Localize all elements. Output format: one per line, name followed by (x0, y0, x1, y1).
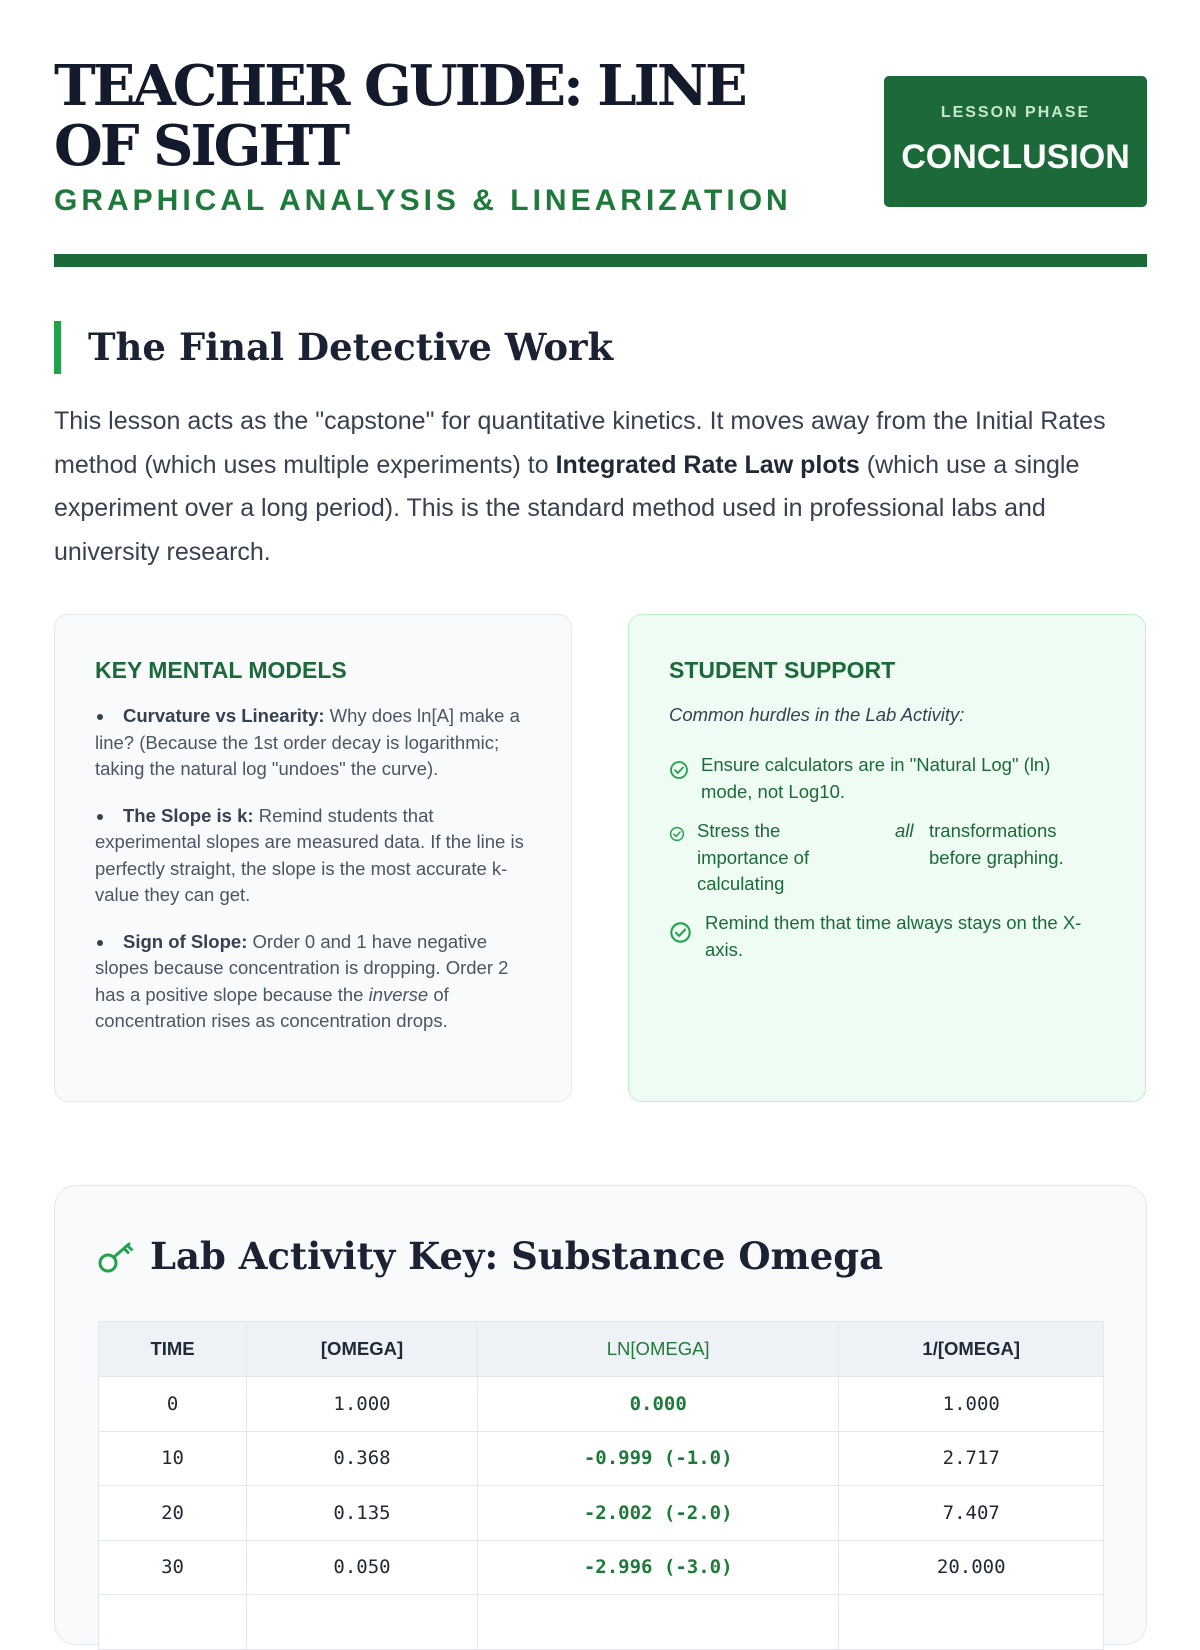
table-row (99, 1595, 1104, 1650)
table-cell-inverse-omega: 20.000 (839, 1540, 1104, 1595)
check-circle-icon (669, 760, 689, 780)
list-item-label: Curvature vs Linearity: (123, 705, 325, 726)
table-cell-time: 0 (99, 1377, 247, 1432)
check-circle-icon (669, 921, 692, 944)
table-cell-omega: 1.000 (247, 1377, 478, 1432)
list-item-label: Sign of Slope: (123, 930, 248, 952)
teacher-guide-page (54, 0, 1147, 1579)
list-item-text: Why does ln[A] make a line? (Because the 1st order decay is logarithmic; taking the natural log "undoes" the curve). (95, 705, 520, 779)
table-row (99, 1540, 1104, 1595)
student-support-title: STUDENT SUPPORT (669, 657, 896, 683)
table-cell-ln-omega: -0.999 (-1.0) (477, 1431, 839, 1486)
page-title: TEACHER GUIDE: LINE OF SIGHT (54, 53, 745, 179)
support-item-part: Stress the importance of calculating (697, 820, 810, 894)
list-item (95, 929, 535, 1035)
support-item-part: transformations before graphing. (929, 820, 1064, 868)
table-cell-omega: 0.050 (247, 1540, 478, 1595)
section-accent-bar (54, 321, 61, 374)
table-cell-ln-omega: -2.002 (-2.0) (477, 1486, 839, 1541)
support-item: Remind them that time always stays on the X-axis. (705, 912, 1082, 960)
table-row (99, 1431, 1104, 1486)
page-header (54, 0, 1147, 268)
table-header-row (99, 1322, 1104, 1377)
list-item-emphasis: inverse (368, 983, 429, 1005)
key-icon (98, 1239, 138, 1280)
page-subtitle: GRAPHICAL ANALYSIS & LINEARIZATION (54, 184, 792, 217)
lesson-phase-label: LESSON PHASE (940, 104, 1091, 121)
table-cell-time: 30 (99, 1540, 247, 1595)
list-item-text: Order 0 and 1 have negative slopes because concentration is dropping. Order 2 has a positive slope because the (95, 930, 509, 1005)
column-header-time: TIME (99, 1322, 247, 1377)
student-support-card (628, 614, 1146, 1102)
table-cell-ln-omega (477, 1595, 839, 1650)
table-cell-inverse-omega: 2.717 (839, 1431, 1104, 1486)
lab-data-table (98, 1321, 1104, 1650)
list-item-text: Remind students that experimental slopes are measured data. If the line is perfectly straight, the slope is the most accurate k-value they can get. (95, 804, 524, 905)
table-cell-ln-omega: -2.996 (-3.0) (477, 1540, 839, 1595)
column-header-inverse-omega: 1/[OMEGA] (839, 1322, 1104, 1377)
list-item-label: The Slope is k: (123, 804, 254, 826)
table-cell-inverse-omega (839, 1595, 1104, 1650)
table-cell-inverse-omega: 1.000 (839, 1377, 1104, 1432)
intro-paragraph (54, 400, 1147, 574)
table-cell-omega (247, 1595, 478, 1650)
table-cell-inverse-omega: 7.407 (839, 1486, 1104, 1541)
table-row (99, 1486, 1104, 1541)
intro-text-end: (which use a single experiment over a long period). This is the standard method used in professional labs and university research. (54, 450, 1080, 566)
key-mental-models-card (54, 614, 572, 1102)
support-item: Ensure calculators are in "Natural Log" (ln) mode, not Log10. (701, 754, 1051, 802)
lab-activity-title: Lab Activity Key: Substance Omega (150, 1234, 884, 1278)
intro-text-start: This lesson acts as the "capstone" for quantitative kinetics. It moves away from the Initial Rates method (which uses multiple experiments) to (54, 407, 1106, 479)
column-header-ln-omega: LN[OMEGA] (477, 1322, 839, 1377)
table-cell-omega: 0.368 (247, 1431, 478, 1486)
student-support-intro: Common hurdles in the Lab Activity: (669, 704, 965, 725)
support-item-emphasis: all (895, 820, 914, 841)
header-divider (54, 254, 1147, 267)
list-item (95, 703, 535, 783)
table-row (99, 1377, 1104, 1432)
table-cell-omega: 0.135 (247, 1486, 478, 1541)
lab-activity-card (54, 1185, 1147, 1645)
lesson-phase-value: CONCLUSION (901, 138, 1130, 176)
table-cell-time: 10 (99, 1431, 247, 1486)
lesson-phase-badge (884, 76, 1147, 207)
key-models-list (95, 703, 535, 1055)
table-cell-ln-omega: 0.000 (477, 1377, 839, 1432)
table-cell-time (99, 1595, 247, 1650)
check-circle-icon (669, 826, 685, 842)
list-item-text: of concentration rises as concentration drops. (95, 983, 449, 1031)
key-models-title: KEY MENTAL MODELS (95, 657, 347, 683)
list-item (95, 803, 535, 909)
intro-emphasis: Integrated Rate Law plots (555, 450, 860, 479)
table-cell-time: 20 (99, 1486, 247, 1541)
column-header-omega: [OMEGA] (247, 1322, 478, 1377)
section-title: The Final Detective Work (88, 325, 614, 369)
